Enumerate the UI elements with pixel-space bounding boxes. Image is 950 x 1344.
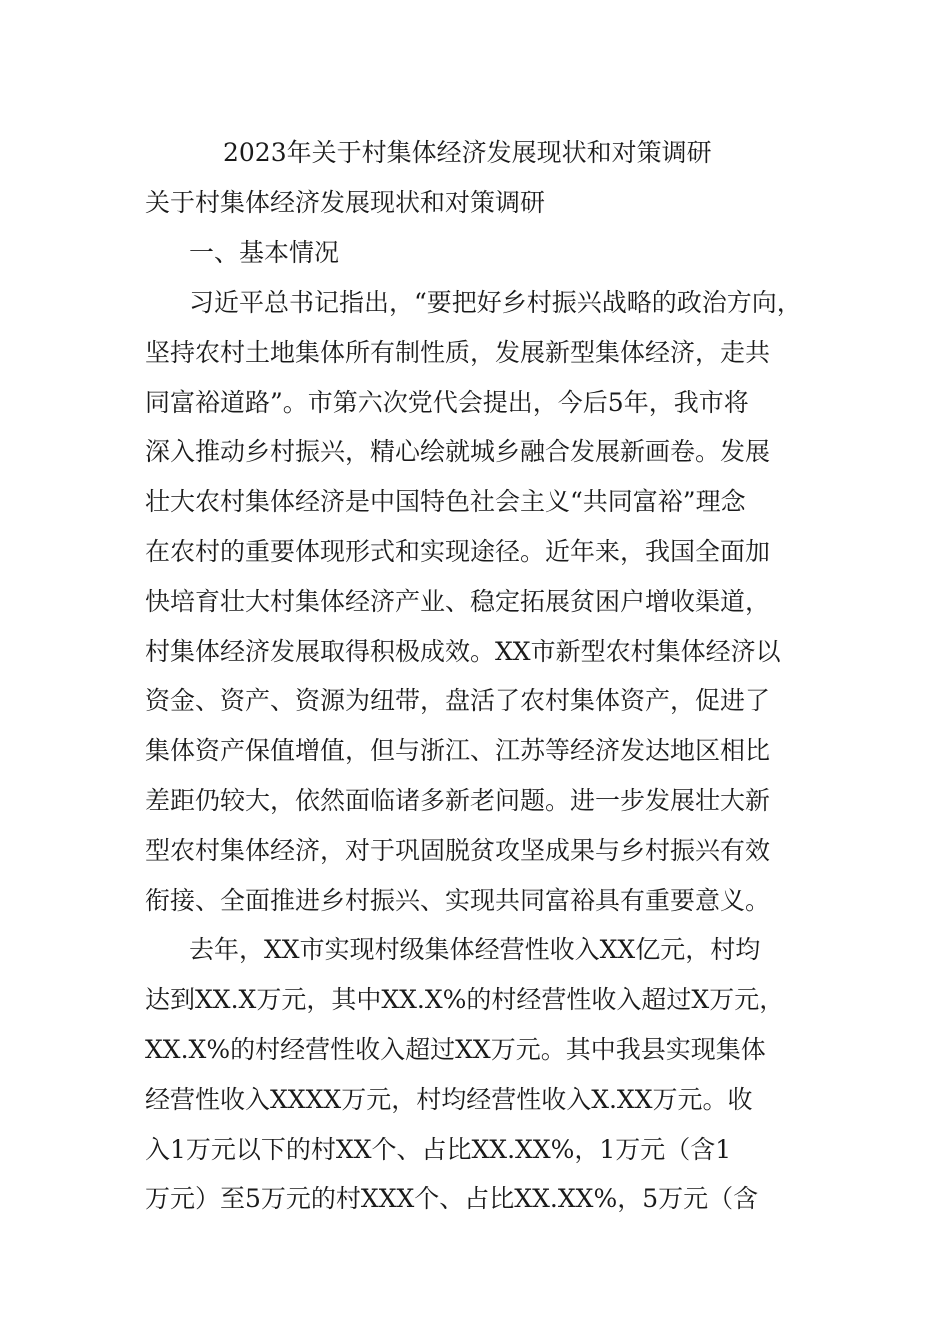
paragraph — [145, 278, 815, 925]
paragraph — [145, 925, 815, 1224]
document-subtitle: 关于村集体经济发展现状和对策调研 — [145, 188, 546, 217]
document-body — [145, 128, 815, 1224]
paragraph-line: 资金、资产、资源为纽带，盘活了农村集体资产，促进了 — [145, 686, 771, 716]
paragraph-line: 快培育壮大村集体经济产业、稳定拓展贫困户增收渠道， — [145, 586, 771, 616]
paragraph-line: 入1万元以下的村XX个、占比XX.XX%，1万元（含1 — [145, 1134, 732, 1164]
paragraph-line: 集体资产保值增值，但与浙江、江苏等经济发达地区相比 — [145, 736, 771, 766]
paragraph-line: 壮大农村集体经济是中国特色社会主义“共同富裕”理念 — [145, 487, 746, 517]
paragraph-line: 坚持农村土地集体所有制性质，发展新型集体经济，走共 — [145, 337, 771, 367]
paragraph-line: 差距仍较大，依然面临诸多新老问题。进一步发展壮大新 — [145, 785, 771, 815]
paragraph-line: 万元）至5万元的村XXX个、占比XX.XX%，5万元（含 — [145, 1184, 759, 1214]
paragraph-line: 村集体经济发展取得积极成效。XX市新型农村集体经济以 — [145, 636, 781, 666]
paragraph-line: 深入推动乡村振兴，精心绘就城乡融合发展新画卷。发展 — [145, 437, 771, 467]
section-heading: 一、基本情况 — [189, 238, 340, 267]
paragraph-line: 去年，XX市实现村级集体经营性收入XX亿元，村均 — [189, 935, 761, 965]
paragraph-line: 习近平总书记指出，“要把好乡村振兴战略的政治方向， — [189, 288, 802, 317]
paragraph-line: XX.X%的村经营性收入超过XX万元。其中我县实现集体 — [145, 1034, 766, 1064]
paragraph-line: 在农村的重要体现形式和实现途径。近年来，我国全面加 — [145, 536, 771, 566]
paragraph-line: 衔接、全面推进乡村振兴、实现共同富裕具有重要意义。 — [145, 885, 771, 915]
document-title: 2023年关于村集体经济发展现状和对策调研 — [223, 138, 712, 167]
paragraph-line: 达到XX.X万元，其中XX.X%的村经营性收入超过X万元， — [145, 985, 785, 1015]
paragraph-line: 型农村集体经济，对于巩固脱贫攻坚成果与乡村振兴有效 — [145, 835, 771, 865]
paragraph-line: 同富裕道路”。市第六次党代会提出，今后5年，我市将 — [145, 387, 749, 417]
paragraph-line: 经营性收入XXXX万元，村均经营性收入X.XX万元。收 — [145, 1084, 753, 1114]
